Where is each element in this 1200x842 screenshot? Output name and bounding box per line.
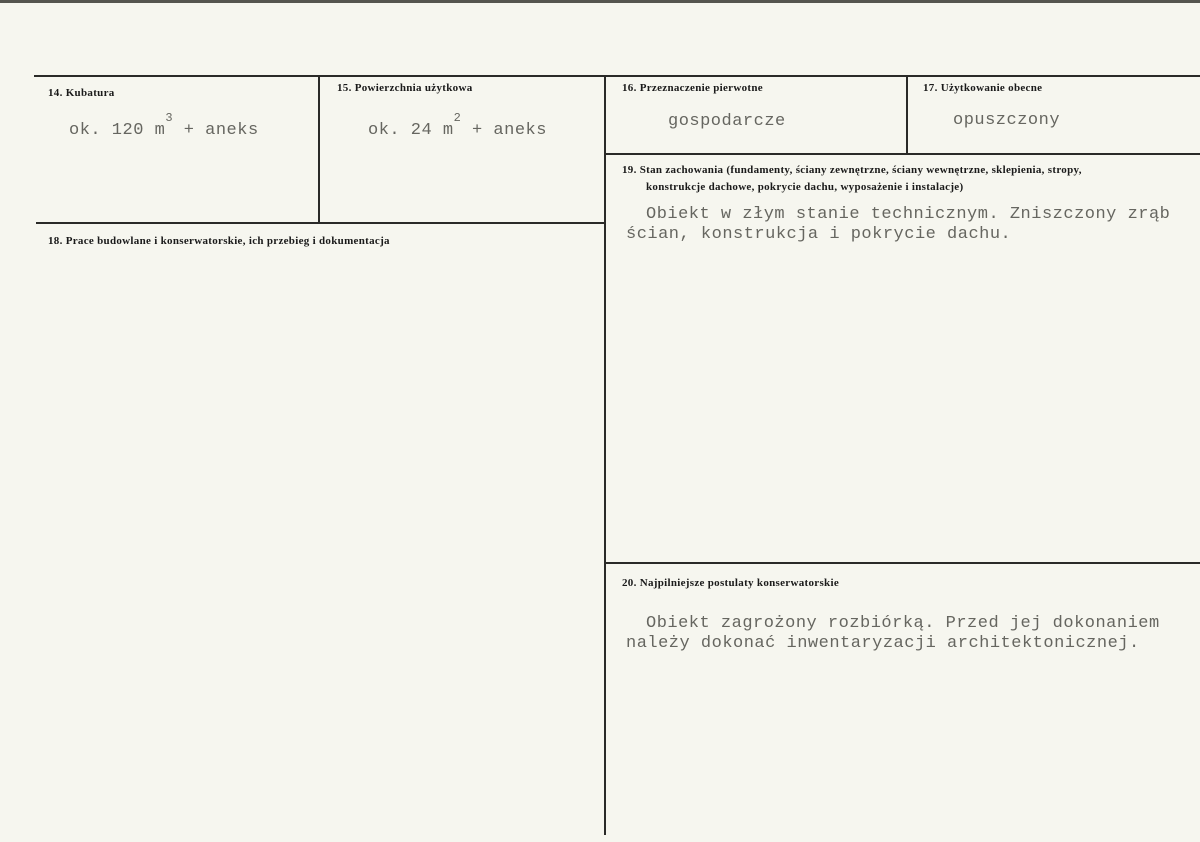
field-19-text-line2: ścian, konstrukcja i pokrycie dachu.: [626, 225, 1012, 244]
divider-center: [604, 75, 606, 835]
field-14-label: 14. Kubatura: [48, 87, 115, 99]
field-19-label-line2: konstrukcje dachowe, pokrycie dachu, wyposażenie i instalacje): [646, 181, 964, 193]
divider-14-15: [318, 75, 320, 223]
field-15-value: [368, 111, 547, 141]
field-14-value-main: ok. 120 m: [69, 121, 166, 140]
field-14-value-exponent: 3: [165, 111, 174, 125]
field-16-label: 16. Przeznaczenie pierwotne: [622, 82, 763, 94]
field-15-value-suffix: + aneks: [461, 121, 547, 140]
field-17-label: 17. Użytkowanie obecne: [923, 82, 1043, 94]
field-14-value-suffix: + aneks: [173, 121, 259, 140]
field-17-value: opuszczony: [953, 111, 1061, 130]
field-20-text-line2: należy dokonać inwentaryzacji architektonicznej.: [626, 634, 1140, 653]
rule-mid-left: [36, 222, 606, 224]
field-15-value-exponent: 2: [453, 111, 462, 125]
rule-mid-right: [605, 153, 1200, 155]
field-15-value-main: ok. 24 m: [368, 121, 454, 140]
field-20-label: 20. Najpilniejsze postulaty konserwatorskie: [622, 577, 840, 589]
divider-16-17: [906, 75, 908, 154]
field-14-value: [69, 111, 259, 141]
field-20-text-line1: Obiekt zagrożony rozbiórką. Przed jej dokonaniem: [646, 614, 1160, 633]
field-16-value: gospodarcze: [668, 112, 786, 131]
field-19-text-line1: Obiekt w złym stanie technicznym. Zniszczony zrąb: [646, 205, 1171, 224]
rule-lower-right: [605, 562, 1200, 564]
field-15-label: 15. Powierzchnia użytkowa: [337, 82, 473, 94]
field-18-label: 18. Prace budowlane i konserwatorskie, ich przebieg i dokumentacja: [48, 235, 390, 247]
field-19-label-line1: 19. Stan zachowania (fundamenty, ściany zewnętrzne, ściany wewnętrzne, sklepienia, stropy,: [622, 164, 1082, 176]
card-top-edge: [0, 0, 1200, 3]
rule-top: [34, 75, 1200, 77]
